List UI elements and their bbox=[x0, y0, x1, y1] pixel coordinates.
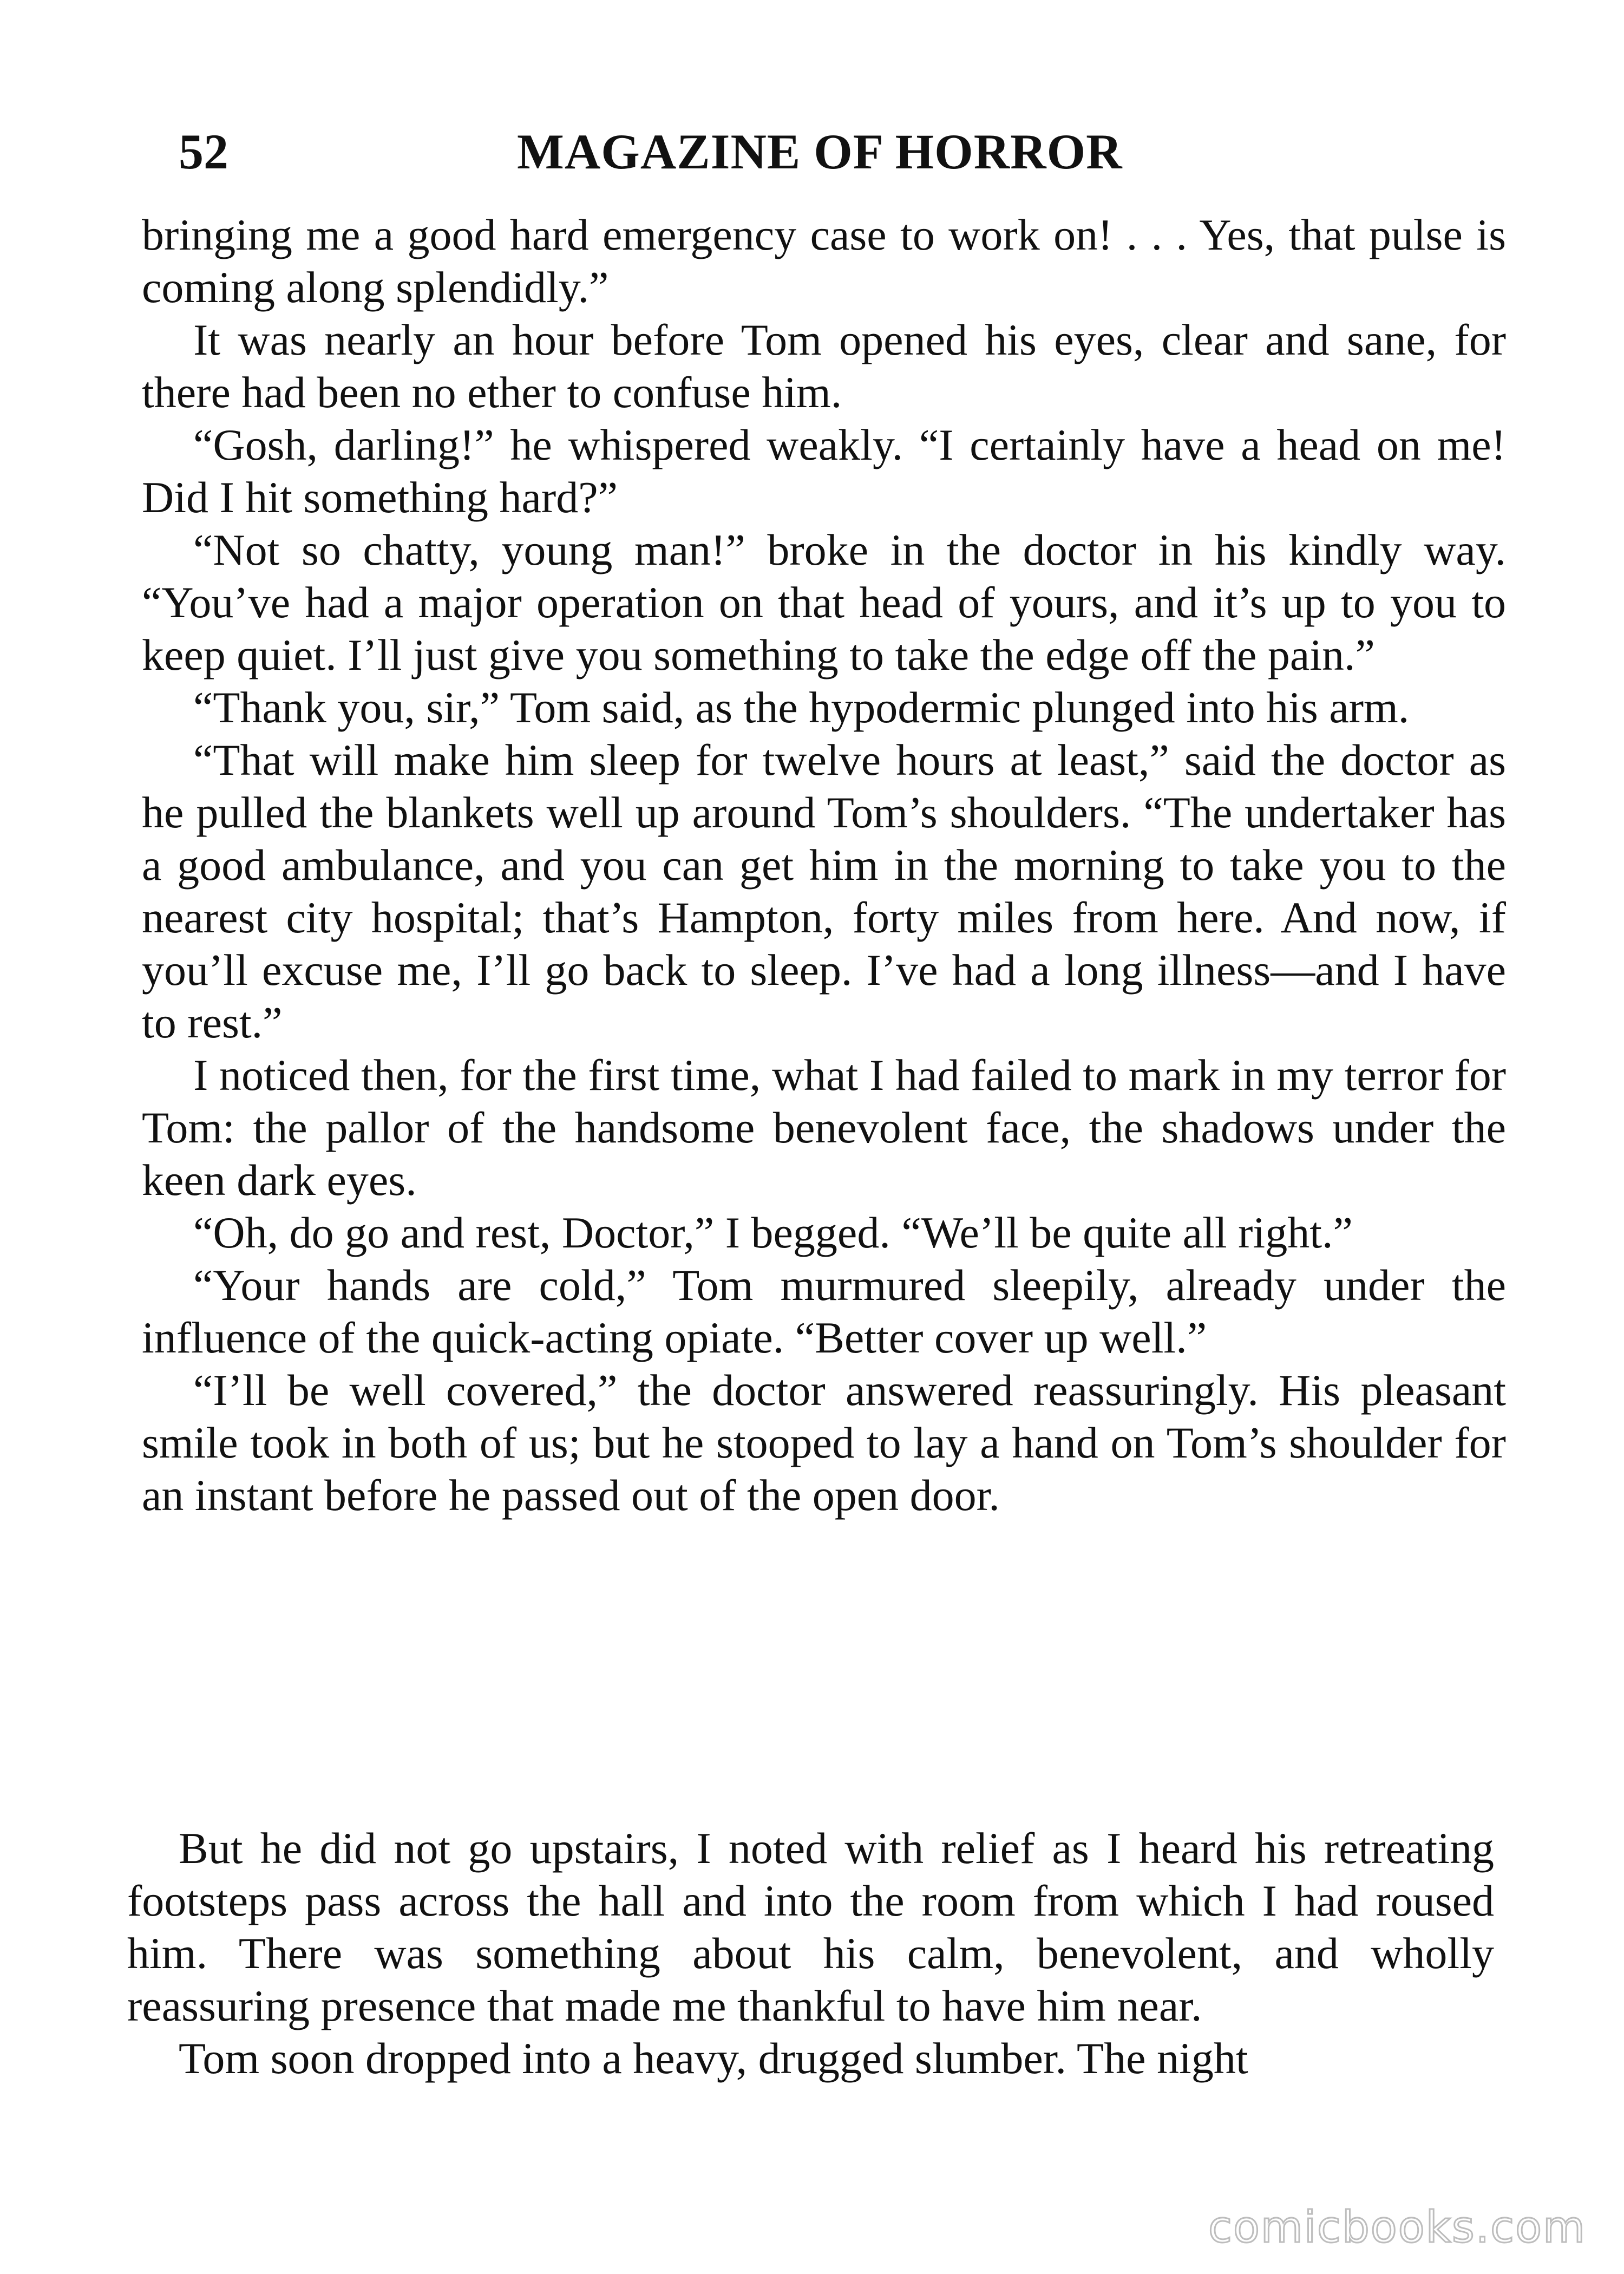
running-head-title: MAGAZINE OF HORROR bbox=[517, 124, 1123, 179]
paragraph: “Gosh, darling!” he whispered weakly. “I certainly have a head on me! Did I hit something hard?” bbox=[142, 420, 1506, 522]
paragraph: “Thank you, sir,” Tom said, as the hypodermic plunged into his arm. bbox=[193, 683, 1410, 732]
paragraph: Tom soon dropped into a heavy, drugged slumber. The night bbox=[179, 2034, 1248, 2083]
body-text-section-2 bbox=[127, 1822, 1494, 2084]
body-text-section-1 bbox=[142, 208, 1506, 1521]
paragraph: I noticed then, for the first time, what I had failed to mark in my terror for Tom: the pallor of the handsome benevolent face, the shadows under the keen dark eyes. bbox=[142, 1050, 1506, 1205]
paragraph: But he did not go upstairs, I noted with relief as I heard his retreating footsteps pass across the hall and into the room from which I had roused him. There was something about his calm, benevolent, and wholly reassuring presence that made me thankful to have him near. bbox=[127, 1824, 1494, 2030]
paragraph: “Your hands are cold,” Tom murmured sleepily, already under the influence of the quick-acting opiate. “Better cover up well.” bbox=[142, 1260, 1506, 1362]
watermark: comicbooks.com bbox=[1208, 2202, 1586, 2252]
paragraph: “I’ll be well covered,” the doctor answered reassuringly. His pleasant smile took in both of us; but he stooped to lay a hand on Tom’s shoulder for an instant before he passed out of the open door. bbox=[142, 1365, 1506, 1520]
paragraph: It was nearly an hour before Tom opened his eyes, clear and sane, for there had been no ether to confuse him. bbox=[142, 315, 1506, 417]
paragraph: “That will make him sleep for twelve hours at least,” said the doctor as he pulled the blankets well up around Tom’s shoulders. “The undertaker has a good ambulance, and you can get him in the morning to take you to the nearest city hospital; that’s Hampton, forty miles from here. And now, if you’ll excuse me, I’ll go back to sleep. I’ve had a long illness—and I have to rest.” bbox=[142, 735, 1506, 1047]
paragraph: bringing me a good hard emergency case to work on! . . . Yes, that pulse is coming along splendidly.” bbox=[142, 210, 1506, 312]
page-header bbox=[138, 116, 1502, 187]
paragraph: “Not so chatty, young man!” broke in the doctor in his kindly way. “You’ve had a major operation on that head of yours, and it’s up to you to keep quiet. I’ll just give you something to take the edge off the pain.” bbox=[142, 525, 1506, 679]
paragraph: “Oh, do go and rest, Doctor,” I begged. “We’ll be quite all right.” bbox=[193, 1208, 1353, 1257]
page-number: 52 bbox=[179, 124, 228, 179]
